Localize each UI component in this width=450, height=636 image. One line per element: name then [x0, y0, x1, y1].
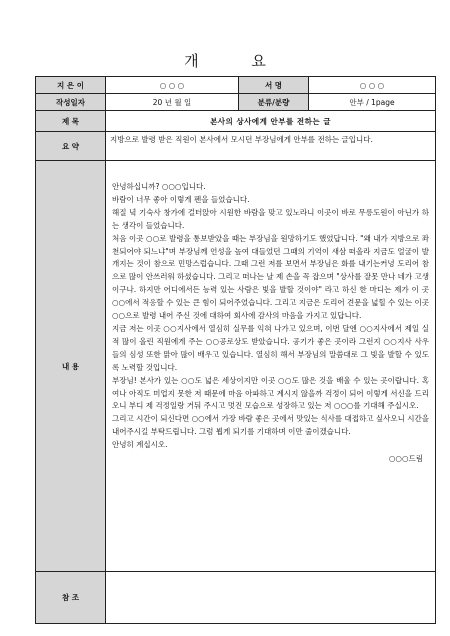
reference-value — [106, 572, 436, 624]
row-reference — [36, 572, 436, 624]
paragraph: 부장님! 본사가 있는 ○○도 넓은 세상이지만 이곳 ○○도 많은 것을 배울 수 있는 곳이랍니다. 혹여나 아직도 미업지 못한 저 때문에 마음 아파하고 계시지 않을까 걱정이 되어 이렇게 서신을 드리오니 부디 제 걱정일랑 거둬 주시고 멋진 모습으로 성장하고 있는 저 ○○○를 기대해 주십시오. — [112, 375, 429, 411]
document-form — [35, 76, 436, 624]
paragraph: 안녕히 계십시오. — [112, 440, 168, 450]
paragraph: 지금 저는 이곳 ○○지사에서 열심히 실무를 익혀 나가고 있으며, 이번 달엔 ○○지사에서 제일 실적 많이 올린 직원에게 주는 ○○공로상도 받았습니다. 공기가 좋은 곳이라 그런지 ○○지사 사우들의 심성 또한 맑아 많이 배우고 있습니다. 열심히 해서 부장님의 말씀대로 그 빛을 발할 수 있도록 노력할 것입니다. — [112, 323, 429, 372]
row-content — [36, 161, 436, 572]
paragraph: 그리고 시간이 되신다면 ○○에서 가장 바람 좋은 곳에서 맛있는 식사를 대접하고 싶사오니 시간을 내어주시길 부탁드립니다. 그럼 뵙게 되기를 기대하며 이만 줄이겠습니다. — [112, 414, 430, 437]
date-value: 20 년 월 일 — [106, 94, 239, 111]
category-label: 분류/분량 — [239, 94, 309, 111]
page-title: 개 요 — [184, 52, 290, 70]
subject-label: 제 목 — [36, 111, 106, 132]
paragraph: 안녕하십니까? ○○○입니다. — [112, 182, 206, 191]
content-cell — [106, 161, 436, 572]
signature-label: 서 명 — [239, 77, 309, 94]
author-label: 지 은 이 — [36, 77, 106, 94]
category-value: 안부 / 1page — [309, 94, 436, 111]
row-subject — [36, 111, 436, 132]
author-value: ○ ○ ○ — [106, 77, 239, 94]
date-label: 작성일자 — [36, 94, 106, 111]
row-summary — [36, 132, 436, 161]
paragraph: 해질 녘 기숙사 창가에 걸터앉아 시원한 바람을 맞고 있노라니 이곳이 바로 무릉도원이 아닌가 하는 생각이 들었습니다. — [112, 207, 429, 230]
subject-value: 본사의 상사에게 안부를 전하는 글 — [106, 111, 436, 132]
row-date — [36, 94, 436, 111]
summary-value: 지방으로 발령 받은 직원이 본사에서 모시던 부장님에게 안부를 전하는 글입니다. — [106, 132, 436, 161]
content-label: 내 용 — [36, 161, 106, 572]
letter-signature: ○○○드림 — [388, 454, 423, 464]
paragraph: 처음 이곳 ○○로 발령을 통보받았을 때는 부장님을 원망하기도 했었답니다. "왜 내가 지방으로 좌천되어야 되느냐"며 부장님께 언성을 높여 대들었던 그때의 기억이 새삼 떠올라 지금도 얼굴이 발개지는 것이 참으로 민망스럽습니다. 그때 그런 저를 보면서 부장님은 화를 내기는커녕 도리어 참으로 많이 안쓰러워 하셨습니다. 그리고 떠나는 날 제 손을 꼭 잡으며 "상사를 잘못 만나 네가 고생이구나. 하지만 어디에서든 능력 있는 사람은 빛을 발할 것이야" 라고 하신 한 마디는 제가 이 곳 ○○에서 적응할 수 있는 큰 힘이 되어주었습니다. 그리고 지금은 도리어 견문을 넓힐 수 있는 이곳 ○○으로 발령 내어 주신 것에 대하여 회사에 감사의 마음을 가지고 있답니다. — [112, 233, 429, 321]
summary-label: 요 약 — [36, 132, 106, 161]
reference-label: 참 조 — [36, 572, 106, 624]
signature-value: ○ ○ ○ — [309, 77, 436, 94]
row-author — [36, 77, 436, 94]
letter-body — [112, 181, 429, 452]
paragraph: 바람이 너무 좋아 이렇게 펜을 들었습니다. — [112, 194, 250, 204]
